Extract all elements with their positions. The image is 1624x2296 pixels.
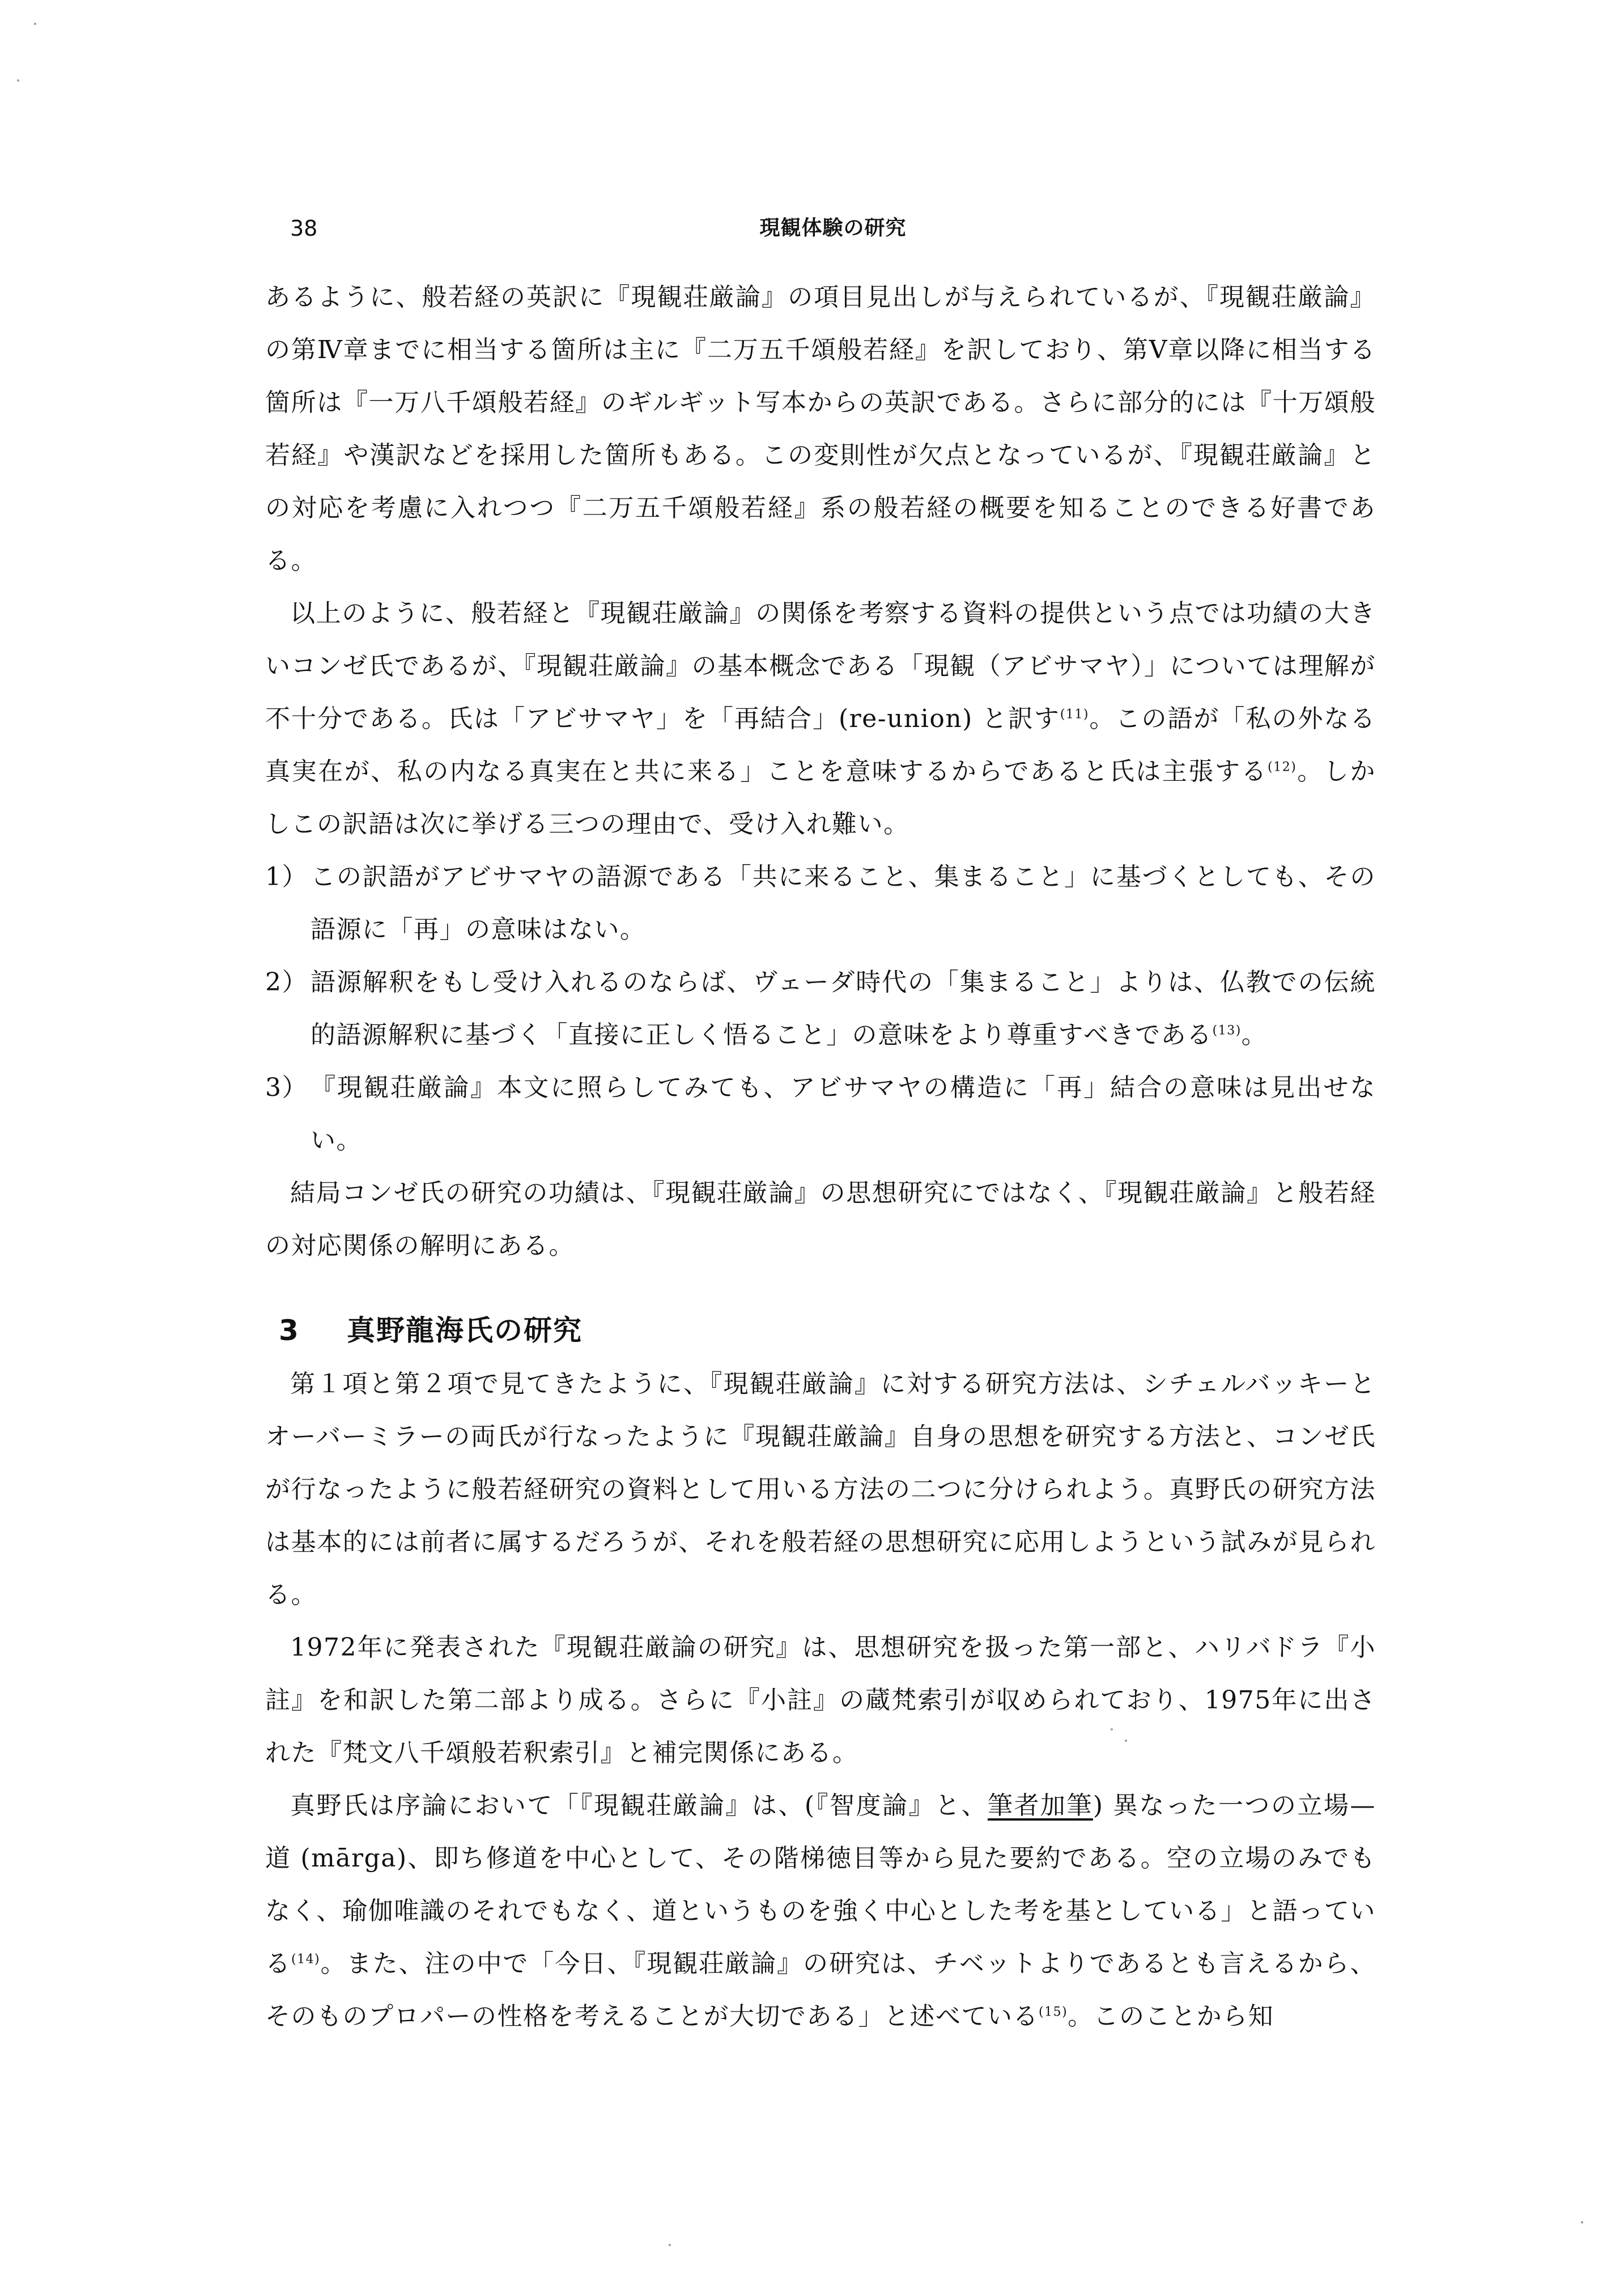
paragraph-methods: 第１項と第２項で見てきたように、『現観荘厳論』に対する研究方法は、シチェルバッキーとオーバーミラーの両氏が行なったように『現観荘厳論』自身の思想を研究する方法と、コンゼ氏が行なったように般若経研究の資料として用いる方法の二つに分けられよう。真野氏の研究方法は基本的には前者に属するだろうが、それを般若経の思想研究に応用しようという試みが見られる。	[265, 1370, 1376, 1609]
note-ref: (15)	[1039, 2005, 1068, 2019]
text-run: 。しかしこの訳語は次に挙げる三つの理由で、受け入れ難い。	[265, 757, 1376, 839]
section-number: 3	[279, 1314, 300, 1347]
page-number: 38	[290, 216, 318, 241]
running-title: 現観体験の研究	[759, 216, 907, 240]
note-ref: (12)	[1268, 760, 1297, 775]
text-run: 以上のように、般若経と『現観荘厳論』の関係を考察する資料の提供という点では功績の大きいコンゼ氏であるが、『現観荘厳論』の基本概念である「現観（アビサマヤ）」については理解が不十分である。氏は「アビサマヤ」を「再結合」(re-union) と訳す	[265, 599, 1376, 733]
paragraph-mano-quote	[265, 1779, 1376, 2043]
text-run: 。また、注の中で「今日、『現観荘厳論』の研究は、チベットよりであるとも言えるから、そのものプロパーの性格を考えることが大切である」と述べている	[265, 1949, 1376, 2031]
reason-item	[265, 851, 1376, 956]
body-text	[265, 271, 1376, 2043]
note-ref: (11)	[1060, 707, 1089, 722]
paragraph-conze-critique	[265, 587, 1376, 851]
text-run: 。この語が「私の外なる真実在が、私の内なる真実在と共に来る」ことを意味するからであると氏は主張する	[265, 704, 1376, 786]
text-run: ) 異なった一つの立場—道 (mārga)、即ち修道を中心として、その階梯徳目等から見た要約である。空の立場のみでもなく、瑜伽唯識のそれでもなく、道というものを強く中心とした考を基としている」と語っている	[265, 1791, 1376, 1978]
section-title: 真野龍海氏の研究	[347, 1314, 583, 1347]
reason-text: 『現観荘厳論』本文に照らしてみても、アビサマヤの構造に「再」結合の意味は見出せない。	[311, 1073, 1376, 1155]
scan-speck	[1581, 2221, 1583, 2223]
paragraph-conclusion: 結局コンゼ氏の研究の功績は、『現観荘厳論』の思想研究にではなく、『現観荘厳論』と般若経の対応関係の解明にある。	[265, 1179, 1376, 1260]
scan-speck	[1111, 1728, 1113, 1730]
text-run: 真野氏は序論において「『現観荘厳論』は、(『智度論』と、	[290, 1791, 988, 1820]
underlined-text: 筆者加筆	[987, 1791, 1093, 1820]
scan-speck	[669, 2244, 671, 2246]
scan-speck	[17, 79, 19, 82]
reason-number: 2）	[265, 968, 308, 997]
reason-item	[265, 956, 1376, 1061]
section-heading	[265, 1303, 1376, 1358]
scan-speck	[34, 23, 36, 25]
reason-text: 語源解釈をもし受け入れるのならば、ヴェーダ時代の「集まること」よりは、仏教での伝統的語源解釈に基づく「直接に正しく悟ること」の意味をより尊重すべきである	[311, 968, 1376, 1049]
reason-item	[265, 1061, 1376, 1167]
text-run: 。このことから知	[1068, 2002, 1274, 2031]
paragraph-publication: 1972年に発表された『現観荘厳論の研究』は、思想研究を扱った第一部と、ハリバドラ『小註』を和訳した第二部より成る。さらに『小註』の蔵梵索引が収められており、1975年に出された『梵文八千頌般若釈索引』と補完関係にある。	[265, 1633, 1376, 1767]
reason-text-tail: 。	[1241, 1021, 1268, 1049]
note-ref: (13)	[1212, 1023, 1242, 1038]
note-ref: (14)	[291, 1952, 321, 1967]
reason-number: 1）	[265, 862, 308, 891]
reason-number: 3）	[265, 1073, 308, 1102]
paragraph-continuation: あるように、般若経の英訳に『現観荘厳論』の項目見出しが与えられているが、『現観荘厳論』の第Ⅳ章までに相当する箇所は主に『二万五千頌般若経』を訳しており、第Ⅴ章以降に相当する箇所は『一万八千頌般若経』のギルギット写本からの英訳である。さらに部分的には『十万頌般若経』や漢訳などを採用した箇所もある。この変則性が欠点となっているが、『現観荘厳論』との対応を考慮に入れつつ『二万五千頌般若経』系の般若経の概要を知ることのできる好書である。	[265, 283, 1376, 575]
reason-text-wrap	[311, 956, 1376, 1061]
scan-speck	[1125, 1740, 1127, 1742]
reason-text: この訳語がアビサマヤの語源である「共に来ること、集まること」に基づくとしても、その語源に「再」の意味はない。	[311, 862, 1376, 944]
